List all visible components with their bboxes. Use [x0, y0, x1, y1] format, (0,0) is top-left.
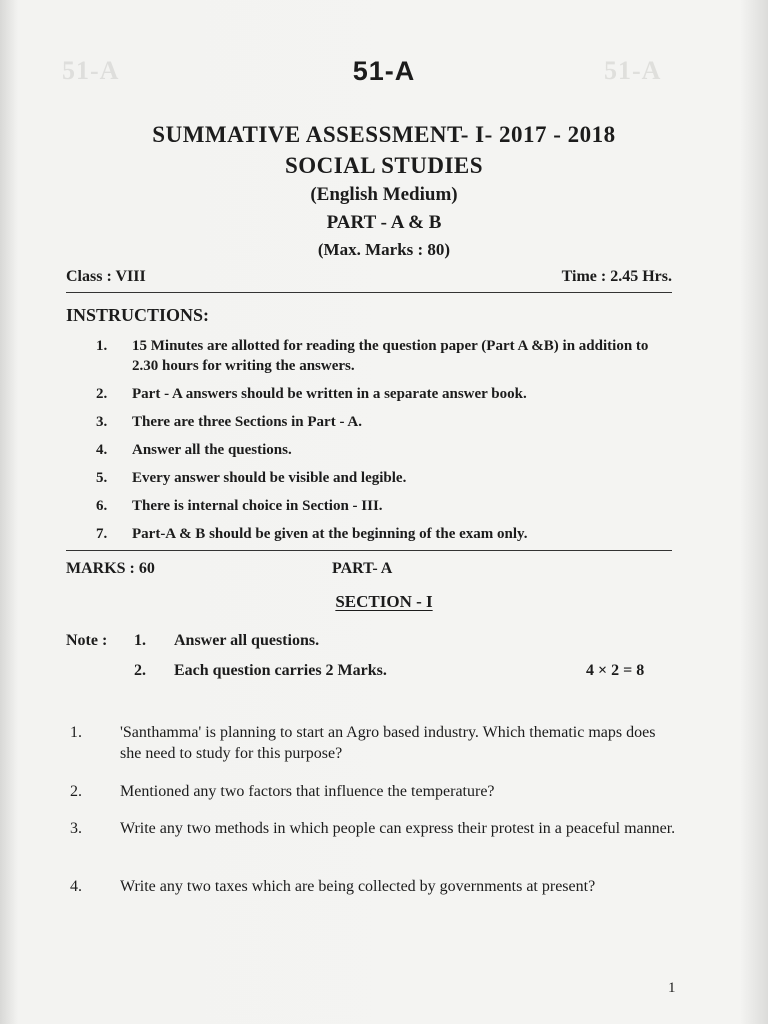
instruction-number: 2.: [96, 386, 108, 402]
instruction-number: 7.: [96, 526, 108, 542]
instruction-text: 15 Minutes are allotted for reading the question paper (Part A &B) in addition to 2.30 hours for writing the answers.: [132, 338, 649, 374]
question-text: Mentioned any two factors that influence the temperature?: [120, 783, 495, 800]
instruction-item: [96, 384, 676, 404]
section-heading: [0, 592, 768, 612]
parts-label: PART - A & B: [326, 212, 442, 233]
paper-code: 51-A: [352, 56, 416, 86]
note-item: [134, 662, 387, 680]
marks-formula: 4 × 2 = 8: [586, 662, 645, 679]
instruction-number: 1.: [96, 338, 108, 354]
time-label: Time : 2.45 Hrs.: [561, 268, 672, 285]
instruction-item: [96, 336, 676, 376]
subject-title: SOCIAL STUDIES: [284, 153, 484, 178]
note-number: 2.: [134, 662, 146, 679]
part-a-label: PART- A: [332, 560, 393, 577]
instruction-text: Every answer should be visible and legible.: [132, 470, 407, 486]
medium-label: (English Medium): [310, 184, 458, 205]
exam-title: SUMMATIVE ASSESSMENT- I- 2017 - 2018: [152, 122, 616, 147]
question-number: 2.: [70, 783, 82, 800]
instruction-number: 4.: [96, 442, 108, 458]
instruction-text: Part-A & B should be given at the beginning of the exam only.: [132, 526, 528, 542]
note-item: [134, 632, 319, 650]
max-marks-label: (Max. Marks : 80): [317, 240, 451, 259]
part-a-marks: MARKS : 60: [66, 560, 155, 577]
section-title: SECTION - I: [335, 592, 433, 611]
class-label: Class : VIII: [66, 268, 146, 285]
divider: [66, 550, 672, 551]
show-through-text: 51-A: [62, 56, 120, 85]
note-number: 1.: [134, 632, 146, 649]
class-time-row: [66, 268, 672, 286]
note-text: Each question carries 2 Marks.: [174, 662, 387, 679]
instruction-number: 3.: [96, 414, 108, 430]
instruction-text: Answer all the questions.: [132, 442, 292, 458]
note-label: Note :: [66, 632, 108, 649]
instruction-item: [96, 524, 676, 544]
divider: [66, 292, 672, 293]
show-through-text: 51-A: [604, 56, 662, 85]
question-number: 1.: [70, 724, 82, 741]
note-text: Answer all questions.: [174, 632, 320, 649]
question-text: 'Santhamma' is planning to start an Agro based industry. Which thematic maps does she need to study for this purpose?: [120, 724, 656, 762]
question-number: 3.: [70, 820, 82, 837]
question-item: [70, 722, 676, 764]
instruction-item: [96, 468, 676, 488]
instructions-list: [96, 336, 676, 544]
instruction-item: [96, 496, 676, 516]
instruction-item: [96, 440, 676, 460]
instruction-text: There is internal choice in Section - III.: [132, 498, 383, 514]
instruction-item: [96, 412, 676, 432]
question-number: 4.: [70, 878, 82, 895]
question-item: [70, 818, 676, 839]
question-text: Write any two methods in which people can express their protest in a peaceful manner.: [120, 820, 676, 837]
instruction-number: 6.: [96, 498, 108, 514]
instruction-number: 5.: [96, 470, 108, 486]
question-item: [70, 781, 676, 802]
question-text: Write any two taxes which are being collected by governments at present?: [120, 878, 596, 895]
instructions-heading: INSTRUCTIONS:: [66, 305, 210, 325]
instruction-text: There are three Sections in Part - A.: [132, 414, 362, 430]
question-item: [70, 876, 676, 897]
page-number: 1: [668, 980, 676, 996]
instruction-text: Part - A answers should be written in a separate answer book.: [132, 386, 527, 402]
